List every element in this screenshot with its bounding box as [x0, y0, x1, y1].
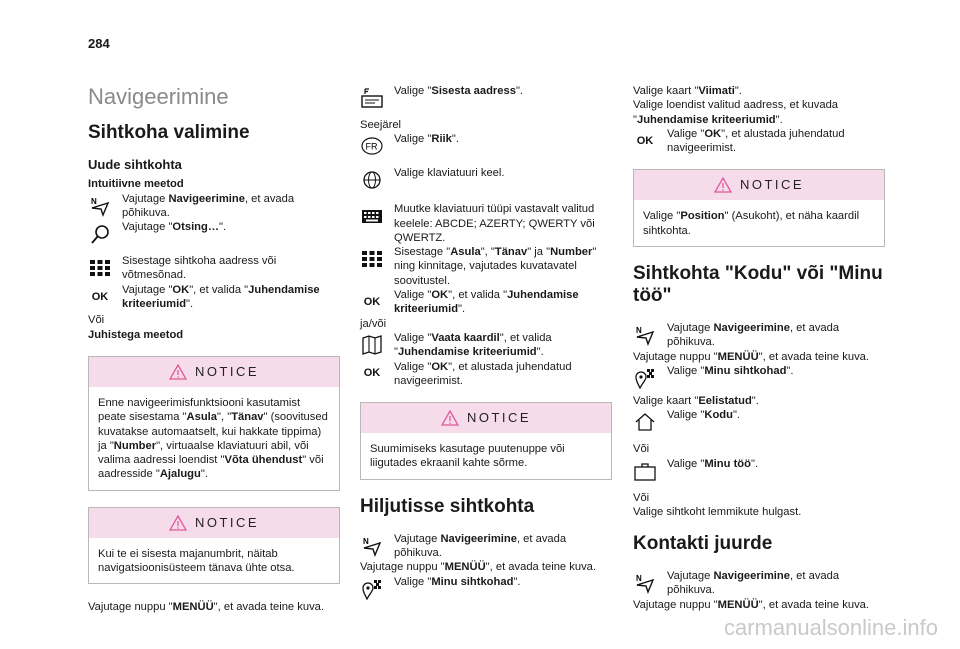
notice-title: NOTICE — [466, 410, 532, 425]
or-text: Või — [633, 443, 650, 456]
step: Sisestage sihtkoha aadress või võtmesõnad. — [88, 254, 340, 283]
step: Sisestage "Asula", "Tänav" ja "Number" ning kinnitage, vajutades kuvatavatel soovitustel. — [360, 245, 612, 288]
search-icon — [88, 222, 112, 246]
ok-icon: OK — [91, 290, 109, 303]
warning-icon — [169, 515, 187, 531]
watermark: carmanualsonline.info — [723, 615, 938, 640]
navigation-arrow-icon — [88, 194, 112, 218]
column-2 — [360, 84, 612, 601]
notice-header — [361, 403, 611, 433]
ok-icon: OK — [363, 367, 381, 380]
step: Valige "Minu töö". — [633, 457, 885, 483]
step: Valige "Vaata kaardil", et valida "Juhendamise kriteeriumid". — [360, 331, 612, 360]
paragraph: Vajutage nuppu "MENÜÜ", et avada teine kuva. — [88, 601, 324, 614]
notice-header — [89, 357, 339, 387]
ok-icon: OK — [636, 134, 654, 147]
notice-text: Valige "Position" (Asukoht), et näha kaardil sihtkohta. — [643, 210, 860, 237]
navigation-arrow-icon — [633, 571, 657, 595]
step: N Vajutage Navigeerimine, et avada põhikuva. — [360, 532, 612, 561]
column-1 — [88, 84, 340, 615]
method-label: Intuitiivne meetod — [88, 178, 184, 191]
keyboard-grid-icon — [360, 247, 384, 271]
notice-text: Enne navigeerimisfunktsiooni kasutamist peate sisestama "Asula", "Tänav" (soovitused kuvatakse automaatselt, kui hakkate tippima) ja "Number", virtuaalse klaviatuuri abil, või valima aadressi loendist "Võta ühendust" või aadresside "Ajalugu". — [98, 396, 328, 481]
paragraph: Vajutage nuppu "MENÜÜ", et avada teine kuva. — [633, 598, 869, 611]
or-text: Või — [88, 314, 105, 327]
page-title: Navigeerimine — [88, 84, 229, 109]
paragraph: Valige sihtkoht lemmikute hulgast. — [633, 505, 802, 518]
notice-header — [89, 508, 339, 538]
paragraph: Valige kaart "Viimati". — [633, 85, 742, 97]
step: Valige "Minu sihtkohad". — [633, 364, 885, 390]
step: OK Vajutage "OK", et valida "Juhendamise kriteeriumid". — [88, 283, 340, 312]
paragraph: Vajutage nuppu "MENÜÜ", et avada teine kuva. — [633, 350, 869, 363]
notice-box — [88, 356, 340, 491]
step: OK Valige "OK", et alustada juhendatud navigeerimist. — [360, 360, 612, 389]
paragraph: Valige kaart "Eelistatud". — [633, 394, 759, 407]
navigation-arrow-icon — [360, 534, 384, 558]
step: FR Valige "Riik". — [360, 132, 612, 158]
then-text: Seejärel — [360, 119, 402, 131]
country-code-label: FR — [365, 141, 378, 152]
column-3 — [633, 84, 885, 612]
home-icon — [633, 410, 657, 434]
paragraph: Vajutage nuppu "MENÜÜ", et avada teine kuva. — [360, 561, 596, 574]
notice-title: NOTICE — [739, 177, 805, 193]
notice-title: NOTICE — [194, 514, 260, 530]
warning-icon — [714, 177, 732, 193]
step: Valige "Minu sihtkohad". — [360, 575, 612, 601]
step: N Vajutage Navigeerimine, et avada põhikuva. — [88, 192, 340, 221]
navigation-arrow-icon — [633, 323, 657, 347]
enter-address-icon — [360, 86, 384, 110]
svg-text:N: N — [91, 196, 97, 206]
section-heading: Kontakti juurde — [633, 533, 773, 555]
step: Valige "Sisesta aadress". — [360, 84, 612, 110]
method-label: Juhistega meetod — [88, 328, 184, 341]
andor-text: ja/või — [360, 317, 387, 330]
notice-text: Kui te ei sisesta majanumbrit, näitab navigatsioonisüsteem tänava ühte otsa. — [98, 547, 295, 575]
step: Muutke klaviatuuri tüüpi vastavalt valitud keelele: ABCDE; AZERTY; QWERTY või QWERTZ. — [360, 202, 612, 245]
step: Valige klaviatuuri keel. — [360, 166, 612, 192]
section-heading: Hiljutisse sihtkohta — [360, 495, 535, 517]
svg-text:N: N — [363, 536, 369, 546]
map-icon — [360, 333, 384, 357]
svg-text:N: N — [636, 326, 642, 336]
my-destinations-icon — [360, 577, 384, 601]
paragraph: Valige loendist valitud aadress, et kuvada "Juhendamise kriteeriumid". — [633, 99, 839, 126]
warning-icon — [441, 410, 459, 426]
svg-text:N: N — [636, 574, 642, 584]
section-heading: Sihtkohta "Kodu" või "Minu töö" — [633, 263, 883, 307]
notice-box — [360, 402, 612, 480]
page-number: 284 — [88, 36, 110, 51]
notice-box — [633, 169, 885, 247]
notice-title: NOTICE — [194, 363, 260, 379]
keyboard-grid-icon — [88, 256, 112, 280]
step: OK Valige "OK", et alustada juhendatud navigeerimist. — [633, 127, 885, 156]
briefcase-icon — [633, 459, 657, 483]
notice-text: Suumimiseks kasutage puutenuppe või liigutades ekraanil kahte sõrme. — [370, 443, 565, 470]
step: Valige "Kodu". — [633, 408, 885, 434]
subsection-heading: Uude sihtkohta — [88, 157, 182, 172]
notice-header — [634, 170, 884, 200]
country-fr-icon — [360, 134, 384, 158]
step: OK Valige "OK", et valida "Juhendamise kriteeriumid". — [360, 288, 612, 317]
keyboard-icon — [360, 204, 384, 228]
language-globe-icon — [360, 168, 384, 192]
or-text: Või — [633, 491, 650, 504]
ok-icon: OK — [363, 295, 381, 308]
step: N Vajutage Navigeerimine, et avada põhikuva. — [633, 321, 885, 350]
warning-icon — [169, 364, 187, 380]
step: N Vajutage Navigeerimine, et avada põhikuva. — [633, 569, 885, 598]
notice-box — [88, 507, 340, 585]
my-destinations-icon — [633, 366, 657, 390]
step: Vajutage "Otsing…". — [88, 220, 340, 246]
section-heading: Sihtkoha valimine — [88, 122, 250, 143]
